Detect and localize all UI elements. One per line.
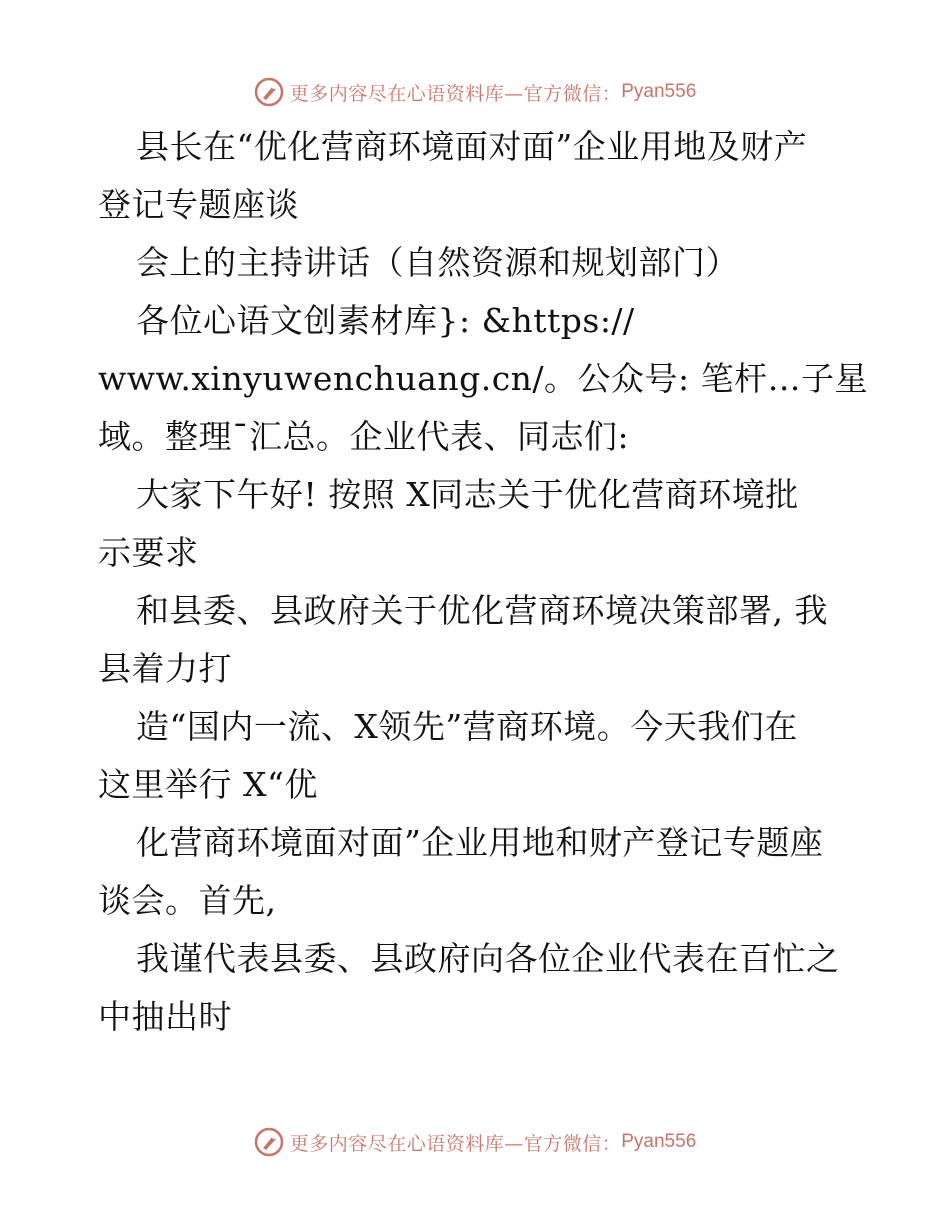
text-line: 这里举行 X“优 (98, 765, 318, 804)
text-line: 中抽出时 (98, 997, 232, 1036)
watermark-wechat-id: Pyan556 (621, 81, 697, 102)
text-line: 登记专题座谈 (98, 185, 299, 224)
text-line: 化营商环境面对面”企业用地和财产登记专题座 (136, 823, 824, 862)
text-line: 县着力打 (98, 649, 232, 688)
text-line: 谈会。首先, (98, 881, 277, 920)
watermark-text: 更多内容尽在心语资料库—官方微信： (289, 82, 622, 105)
fountain-pen-logo-icon (254, 77, 284, 107)
text-line: 县长在“优化营商环境面对面”企业用地及财产 (136, 127, 808, 166)
text-line: 示要求 (98, 533, 199, 572)
text-line: 域。整理¯汇总。企业代表、同志们: (98, 417, 630, 456)
text-line: 大家下午好! 按照 X同志关于优化营商环境批 (136, 475, 799, 514)
header-watermark (0, 72, 950, 112)
watermark-wechat-id: Pyan556 (621, 1131, 697, 1152)
watermark-text: 更多内容尽在心语资料库—官方微信： (289, 1132, 622, 1155)
text-line: 造“国内一流、X领先”营商环境。今天我们在 (136, 707, 798, 746)
text-line: 各位心语文创素材库}: &https:// (136, 301, 635, 340)
text-line: www.xinyuwenchuang.cn/。公众号: 笔杆…子星 (98, 359, 869, 398)
footer-watermark (0, 1122, 950, 1162)
fountain-pen-logo-icon (254, 1127, 284, 1157)
text-line: 我谨代表县委、县政府向各位企业代表在百忙之 (136, 939, 840, 978)
document-body (98, 118, 869, 1046)
text-line: 会上的主持讲话（自然资源和规划部门） (136, 243, 739, 282)
text-line: 和县委、县政府关于优化营商环境决策部署, 我 (136, 591, 828, 630)
